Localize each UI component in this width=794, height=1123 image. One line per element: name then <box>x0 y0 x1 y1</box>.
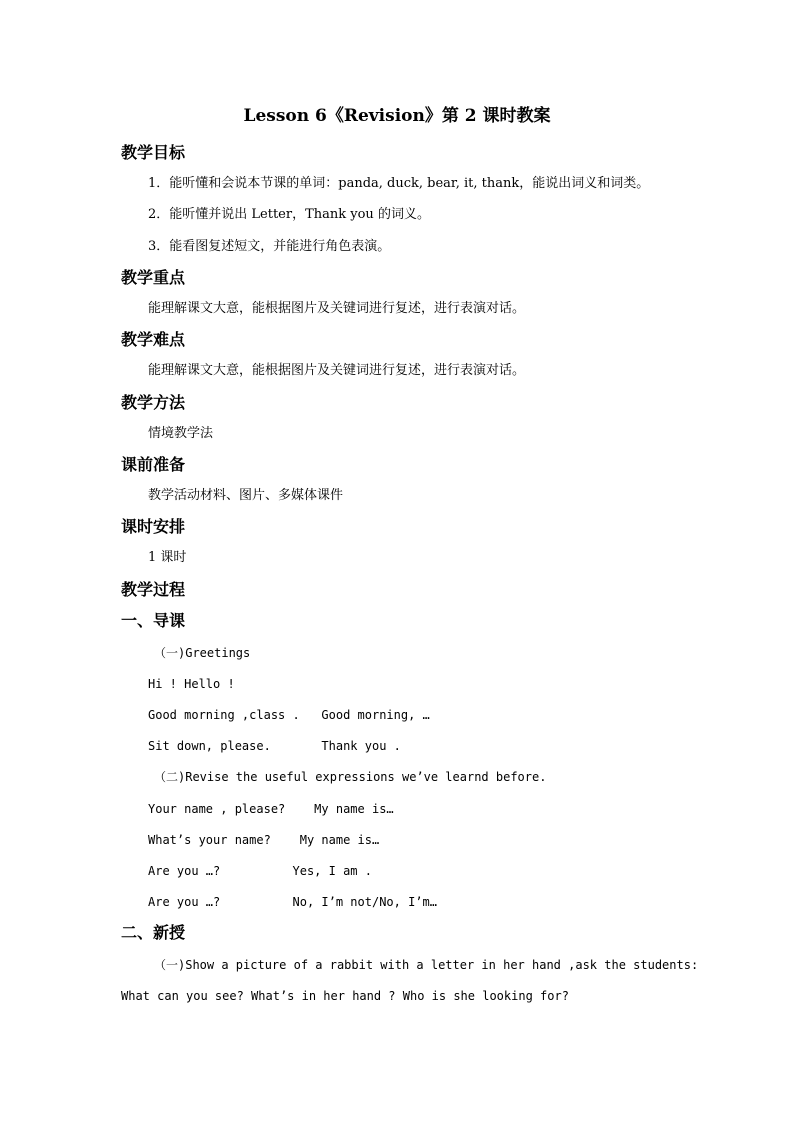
schedule-text: 1 课时 <box>148 550 187 565</box>
process-part2-line-2: What can you see? What’s in her hand ? Who is she looking for? <box>121 989 569 1003</box>
process-part2-line-1: （一)Show a picture of a rabbit with a letter in her hand ,ask the students: <box>154 958 699 972</box>
preparation-text: 教学活动材料、图片、多媒体课件 <box>148 488 344 503</box>
process-part1-line-9: Are you …? No, I’m not/No, I’m… <box>148 895 437 909</box>
process-part1-line-4: Sit down, please. Thank you . <box>148 739 401 753</box>
process-part1-line-3: Good morning ,class . Good morning, … <box>148 708 430 722</box>
process-part1-line-7: What’s your name? My name is… <box>148 833 380 847</box>
process-part1-line-8: Are you …? Yes, I am . <box>148 864 372 878</box>
section-heading-process: 教学过程 <box>121 580 186 599</box>
process-part1-heading: 一、导课 <box>121 611 186 630</box>
objective-item-1: 1．能听懂和会说本节课的单词：panda, duck, bear, it, thank，能说出词义和词类。 <box>148 176 650 191</box>
process-part1-line-6: Your name , please? My name is… <box>148 802 394 816</box>
section-heading-schedule: 课时安排 <box>121 517 186 536</box>
objective-item-2: 2．能听懂并说出 Letter，Thank you 的词义。 <box>148 207 430 222</box>
key-points-text: 能理解课文大意，能根据图片及关键词进行复述，进行表演对话。 <box>148 301 526 316</box>
methods-text: 情境教学法 <box>148 426 214 441</box>
section-heading-key-points: 教学重点 <box>121 268 186 287</box>
section-heading-difficulties: 教学难点 <box>121 330 186 349</box>
section-heading-preparation: 课前准备 <box>121 455 186 474</box>
section-heading-objectives: 教学目标 <box>121 143 186 162</box>
objective-item-3: 3．能看图复述短文，并能进行角色表演。 <box>148 239 391 254</box>
process-part1-line-1: （一)Greetings <box>154 646 251 660</box>
process-part1-line-5: （二)Revise the useful expressions we’ve learnd before. <box>154 770 547 784</box>
process-part1-line-2: Hi ! Hello ! <box>148 677 235 691</box>
process-part2-heading: 二、新授 <box>121 923 186 942</box>
difficulties-text: 能理解课文大意，能根据图片及关键词进行复述，进行表演对话。 <box>148 363 526 378</box>
section-heading-methods: 教学方法 <box>121 393 186 412</box>
document-title: Lesson 6《Revision》第 2 课时教案 <box>243 106 551 126</box>
